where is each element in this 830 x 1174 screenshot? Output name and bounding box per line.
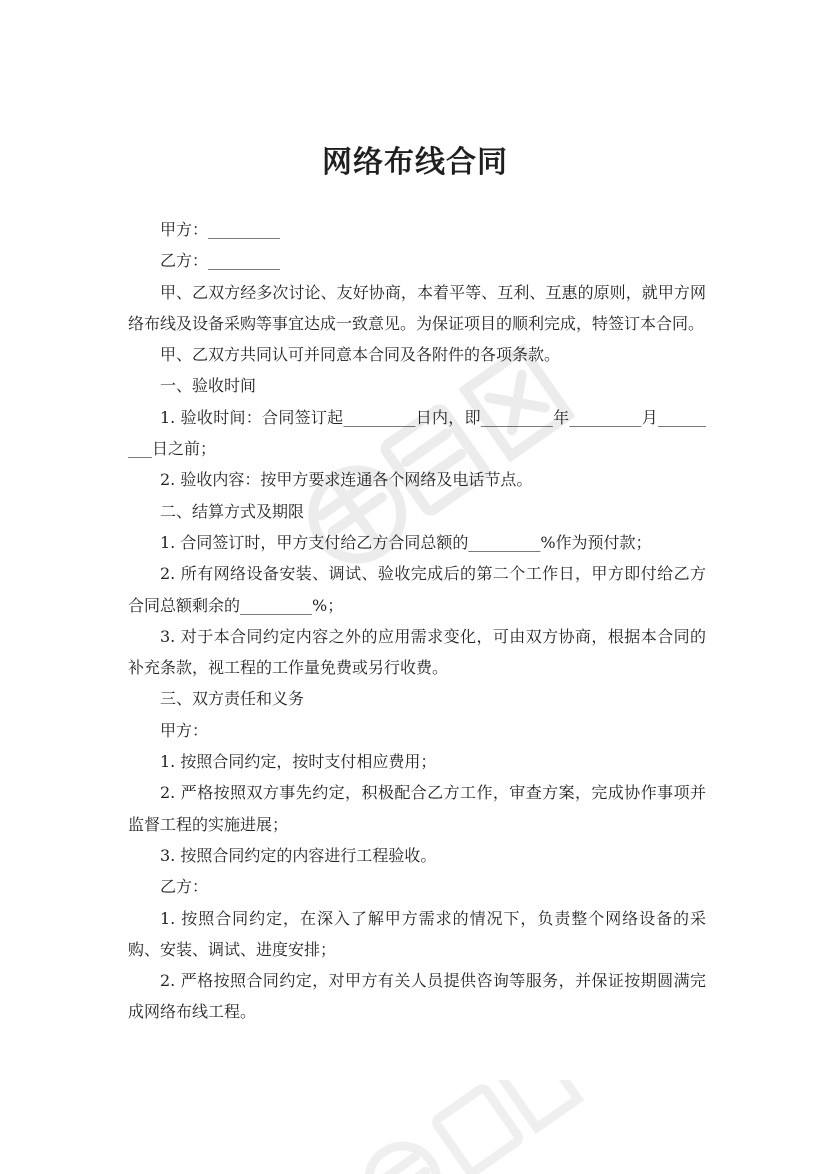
party-b-line: 乙方：_________ <box>160 251 281 271</box>
clause-remaining-payment: 2. 所有网络设备安装、调试、验收完成后的第二个工作日，甲方即付给乙方合同总额剩余的_________%； <box>128 564 706 615</box>
section-heading-responsibilities: 三、双方责任和义务 <box>160 689 305 709</box>
party-a-line: 甲方：_________ <box>160 220 281 239</box>
party-a-duty-2: 2. 严格按照双方事先约定，积极配合乙方工作，审查方案，完成协作事项并监督工程的实施进展； <box>128 783 706 834</box>
clause-advance-payment: 1. 合同签订时，甲方支付给乙方合同总额的_________%作为预付款； <box>160 532 652 552</box>
party-b-duty-2: 2. 严格按照合同约定，对甲方有关人员提供咨询等服务，并保证按期圆满完成网络布线工程。 <box>128 971 706 1022</box>
party-a-duty-3: 3. 按照合同约定的内容进行工程验收。 <box>160 845 437 865</box>
party-b-duty-1: 1. 按照合同约定，在深入了解甲方需求的情况下，负责整个网络设备的采购、安装、调试、进度安排； <box>128 908 706 959</box>
section-heading-settlement: 二、结算方式及期限 <box>160 501 305 521</box>
clause-acceptance-content: 2. 验收内容：按甲方要求连通各个网络及电话节点。 <box>160 470 533 490</box>
watermark-logo-bottom <box>330 1080 590 1174</box>
agreement-paragraph: 甲、乙双方共同认可并同意本合同及各附件的各项条款。 <box>160 345 561 365</box>
party-a-heading: 甲方： <box>160 720 209 740</box>
party-b-heading: 乙方： <box>160 877 209 897</box>
clause-acceptance-time: 1. 验收时间：合同签订起_________日内，即_________年_________月_________日之前； <box>128 407 706 459</box>
contract-body <box>128 214 706 1028</box>
intro-paragraph: 甲、乙双方经多次讨论、友好协商，本着平等、互利、互惠的原则，就甲方网络布线及设备采购等事宜达成一致意见。为保证项目的顺利完成，特签订本合同。 <box>128 282 706 333</box>
clause-requirement-change: 3. 对于本合同约定内容之外的应用需求变化，可由双方协商，根据本合同的补充条款，视工程的工作量免费或另行收费。 <box>128 626 706 678</box>
party-a-duty-1: 1. 按照合同约定，按时支付相应费用； <box>160 752 437 772</box>
section-heading-acceptance-time: 一、验收时间 <box>160 376 257 396</box>
page-title: 网络布线合同 <box>322 145 508 180</box>
